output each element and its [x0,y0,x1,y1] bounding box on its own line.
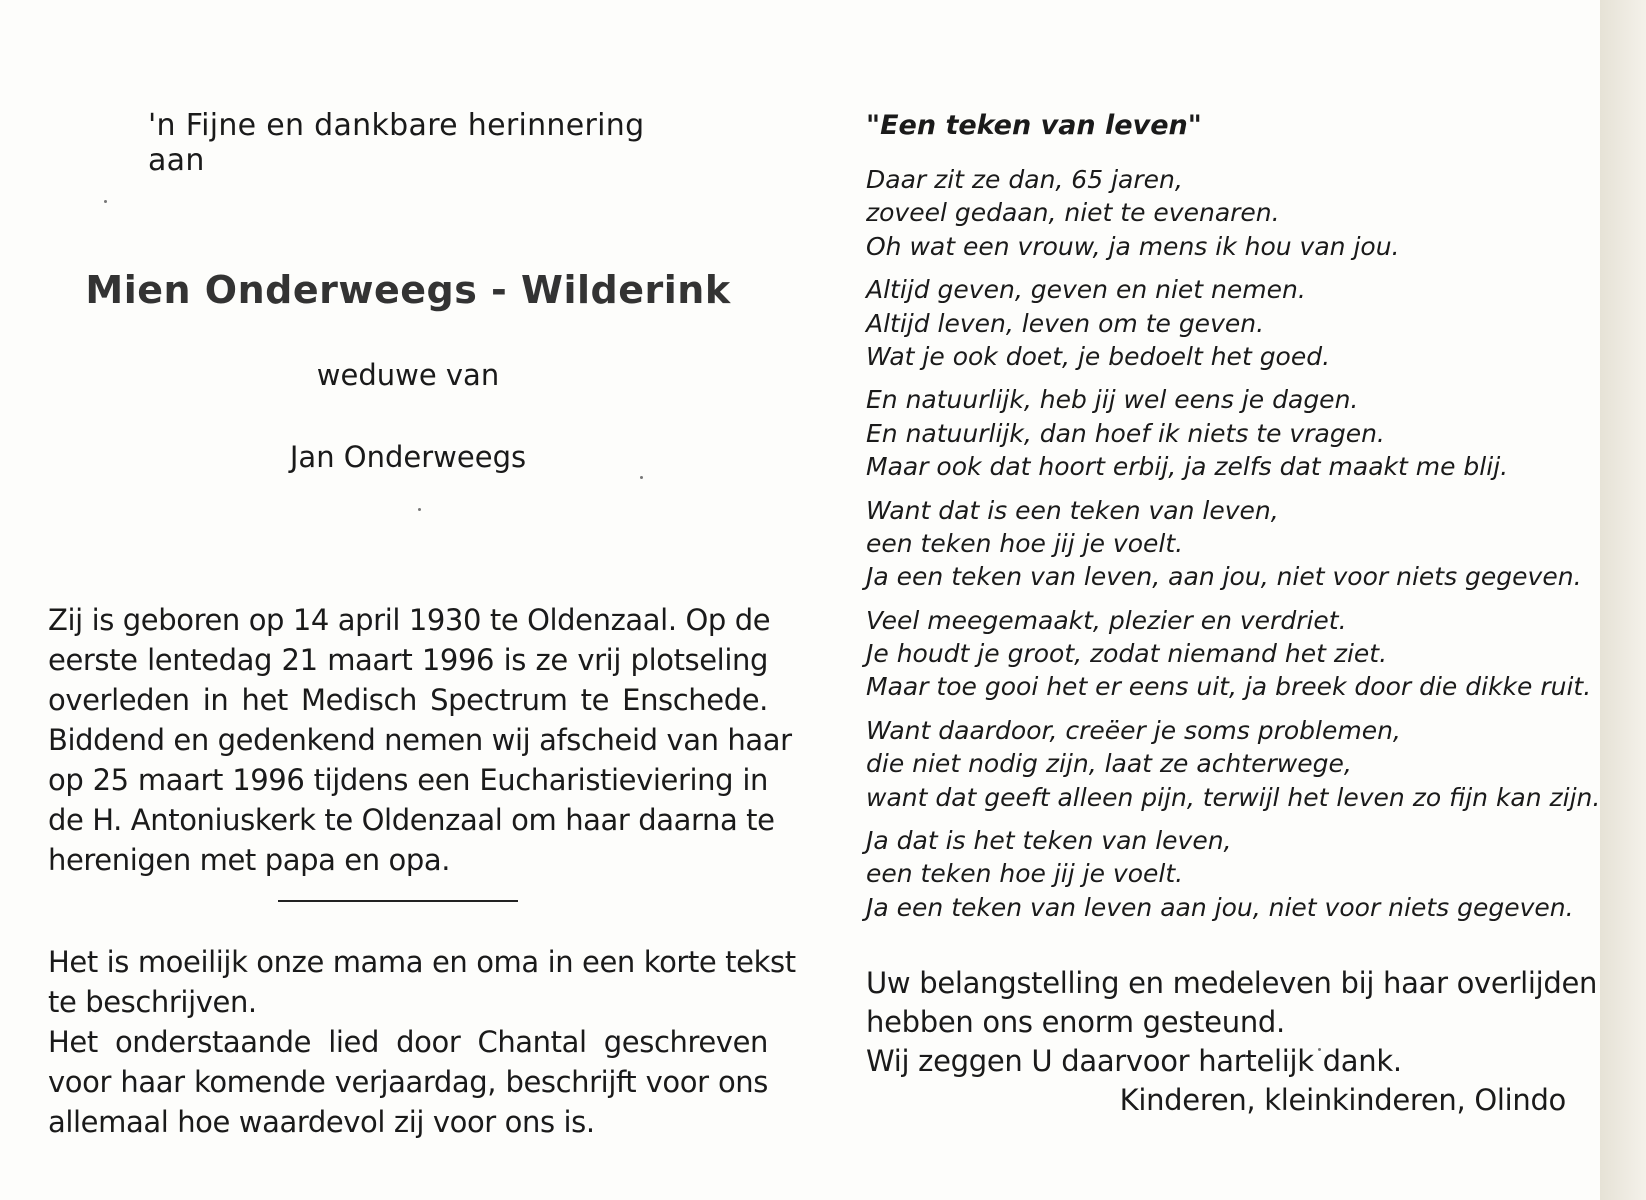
poem-line: Veel meegemaakt, plezier en verdriet. [866,605,1347,635]
poem-line: Wat je ook doet, je bedoelt het goed. [866,341,1331,371]
intro-text: 'n Fijne en dankbare herinnering aan [148,108,645,178]
closing-line: Het is moeilijk onze mama en oma in een korte tekst [48,945,796,979]
poem-line: die niet nodig zijn, laat ze achterwege, [866,749,1352,779]
thanks-line: Wij zeggen U daarvoor hartelijk dank. [866,1044,1402,1078]
thanks-line: hebben ons enorm gesteund. [866,1005,1285,1039]
closing-paragraph [48,942,796,1142]
closing-line: allemaal hoe waardevol zij voor ons is. [48,1105,595,1139]
divider-line [278,900,518,902]
poem-stanza [866,824,1574,924]
poem-stanza [866,494,1582,594]
poem-title: "Een teken van leven" [866,110,1202,141]
print-speck [418,508,421,511]
biography-line: overleden in het Medisch Spectrum te Enschede. [48,683,768,717]
print-speck [104,200,107,203]
poem-stanza [866,604,1592,704]
poem [866,163,1600,934]
biography-line: op 25 maart 1996 tijdens een Eucharistieviering in [48,763,768,797]
poem-line: Ja een teken van leven aan jou, niet voor niets gegeven. [866,892,1574,922]
poem-line: Oh wat een vrouw, ja mens ik hou van jou. [866,231,1400,261]
biography-paragraph [48,600,792,880]
deceased-name: Mien Onderweegs - Wilderink [85,268,731,312]
widow-label: weduwe van [316,358,500,392]
poem-line: Ja dat is het teken van leven, [866,826,1232,856]
poem-line: Je houdt je groot, zodat niemand het ziet. [866,639,1388,669]
card-edge [1600,0,1646,1200]
print-speck [640,476,643,479]
poem-line: want dat geeft alleen pijn, terwijl het leven zo fijn kan zijn. [866,782,1600,812]
poem-stanza [866,714,1600,814]
closing-line: voor haar komende verjaardag, beschrijft voor ons [48,1065,768,1099]
poem-line: Ja een teken van leven, aan jou, niet voor niets gegeven. [866,562,1582,592]
husband-name: Jan Onderweegs [289,440,527,474]
thanks-paragraph [866,964,1598,1120]
biography-line: Zij is geboren op 14 april 1930 te Oldenzaal. Op de [48,603,771,637]
poem-line: En natuurlijk, heb jij wel eens je dagen. [866,385,1359,415]
poem-line: Maar ook dat hoort erbij, ja zelfs dat maakt me blij. [866,452,1509,482]
poem-line: Maar toe gooi het er eens uit, ja breek door die dikke ruit. [866,672,1592,702]
biography-line: herenigen met papa en opa. [48,843,451,877]
closing-line: Het onderstaande lied door Chantal geschreven [48,1025,768,1059]
poem-line: zoveel gedaan, niet te evenaren. [866,198,1280,228]
biography-line: Biddend en gedenkend nemen wij afscheid van haar [48,723,792,757]
poem-line: een teken hoe jij je voelt. [866,859,1184,889]
poem-line: Want daardoor, creëer je soms problemen, [866,715,1401,745]
poem-line: Altijd leven, leven om te geven. [866,308,1265,338]
poem-line: En natuurlijk, dan hoef ik niets te vragen. [866,418,1385,448]
signature: Kinderen, kleinkinderen, Olindo [1119,1083,1566,1117]
poem-line: een teken hoe jij je voelt. [866,528,1184,558]
poem-stanza [866,273,1566,373]
poem-line: Want dat is een teken van leven, [866,495,1279,525]
poem-stanza [866,383,1566,483]
closing-line: te beschrijven. [48,985,257,1019]
biography-line: de H. Antoniuskerk te Oldenzaal om haar daarna te [48,803,775,837]
poem-stanza [866,163,1566,263]
biography-line: eerste lentedag 21 maart 1996 is ze vrij plotseling [48,643,768,677]
poem-line: Daar zit ze dan, 65 jaren, [866,165,1183,194]
poem-line: Altijd geven, geven en niet nemen. [866,275,1306,305]
thanks-line: Uw belangstelling en medeleven bij haar overlijden [866,966,1598,1000]
